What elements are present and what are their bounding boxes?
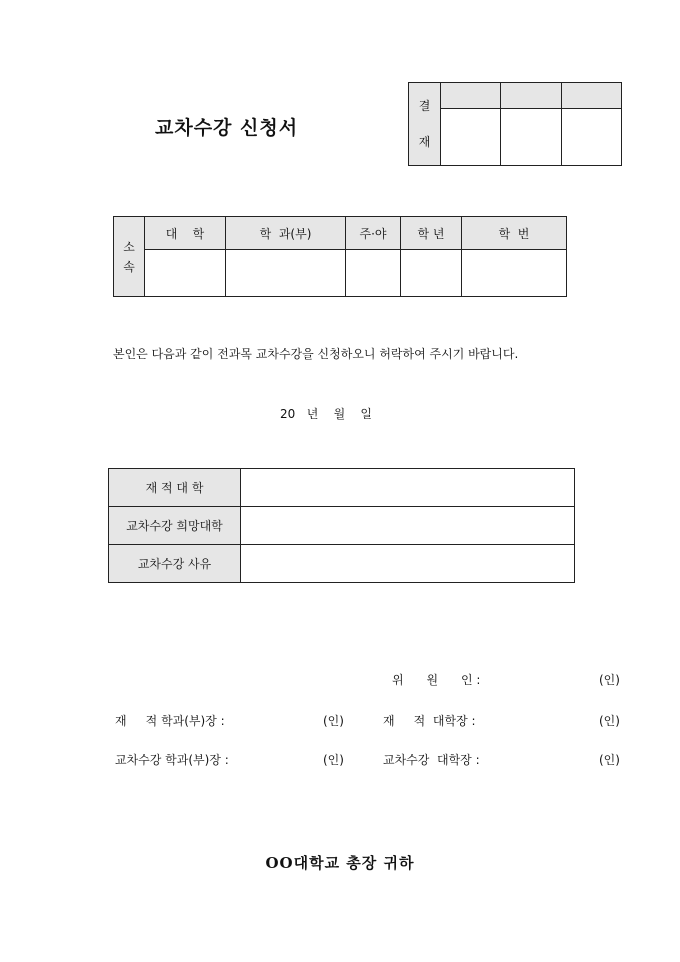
applicant-seal: (인) [599,673,620,687]
approval-table [408,82,622,166]
addressee: OO대학교 총장 귀하 [265,854,415,872]
info-label-reason: 교차수강 사유 [109,545,241,583]
statement-text: 본인은 다음과 같이 전과목 교차수강을 신청하오니 허락하여 주시기 바랍니다. [113,347,519,361]
college-field[interactable] [145,250,226,297]
header-college: 대 학 [145,217,226,250]
home-dean-label: 재 적 대학장 : [383,714,476,728]
cross-dept-head-seal: (인) [323,753,344,767]
approval-sign-cell[interactable] [441,109,501,166]
desired-college-field[interactable] [241,507,575,545]
info-table [108,468,575,583]
student-id-field[interactable] [462,250,567,297]
header-day-night: 주·야 [346,217,401,250]
cross-dept-head-label: 교차수강 학과(부)장 : [115,753,229,767]
reason-field[interactable] [241,545,575,583]
applicant-label: 위 원 인 : [392,673,481,687]
approval-sign-cell[interactable] [501,109,561,166]
header-year: 학 년 [401,217,462,250]
day-night-field[interactable] [346,250,401,297]
department-field[interactable] [226,250,346,297]
cross-dean-label: 교차수강 대학장 : [383,753,480,767]
home-dept-head-label: 재 적 학과(부)장 : [115,714,225,728]
cross-dean-seal: (인) [599,753,620,767]
affiliation-label: 소 속 [114,217,145,297]
info-label-desired-college: 교차수강 희망대학 [109,507,241,545]
approval-header-cell [501,83,561,109]
header-student-id: 학 번 [462,217,567,250]
form-title: 교차수강 신청서 [155,117,299,139]
year-field[interactable] [401,250,462,297]
current-college-field[interactable] [241,469,575,507]
approval-header-cell [561,83,621,109]
info-label-current-college: 재 적 대 학 [109,469,241,507]
approval-label: 결 재 [409,83,441,166]
header-department: 학 과(부) [226,217,346,250]
home-dept-head-seal: (인) [323,714,344,728]
approval-sign-cell[interactable] [561,109,621,166]
approval-header-cell [441,83,501,109]
affiliation-table [113,216,567,297]
date-line: 20 년 월 일 [280,407,373,421]
home-dean-seal: (인) [599,714,620,728]
